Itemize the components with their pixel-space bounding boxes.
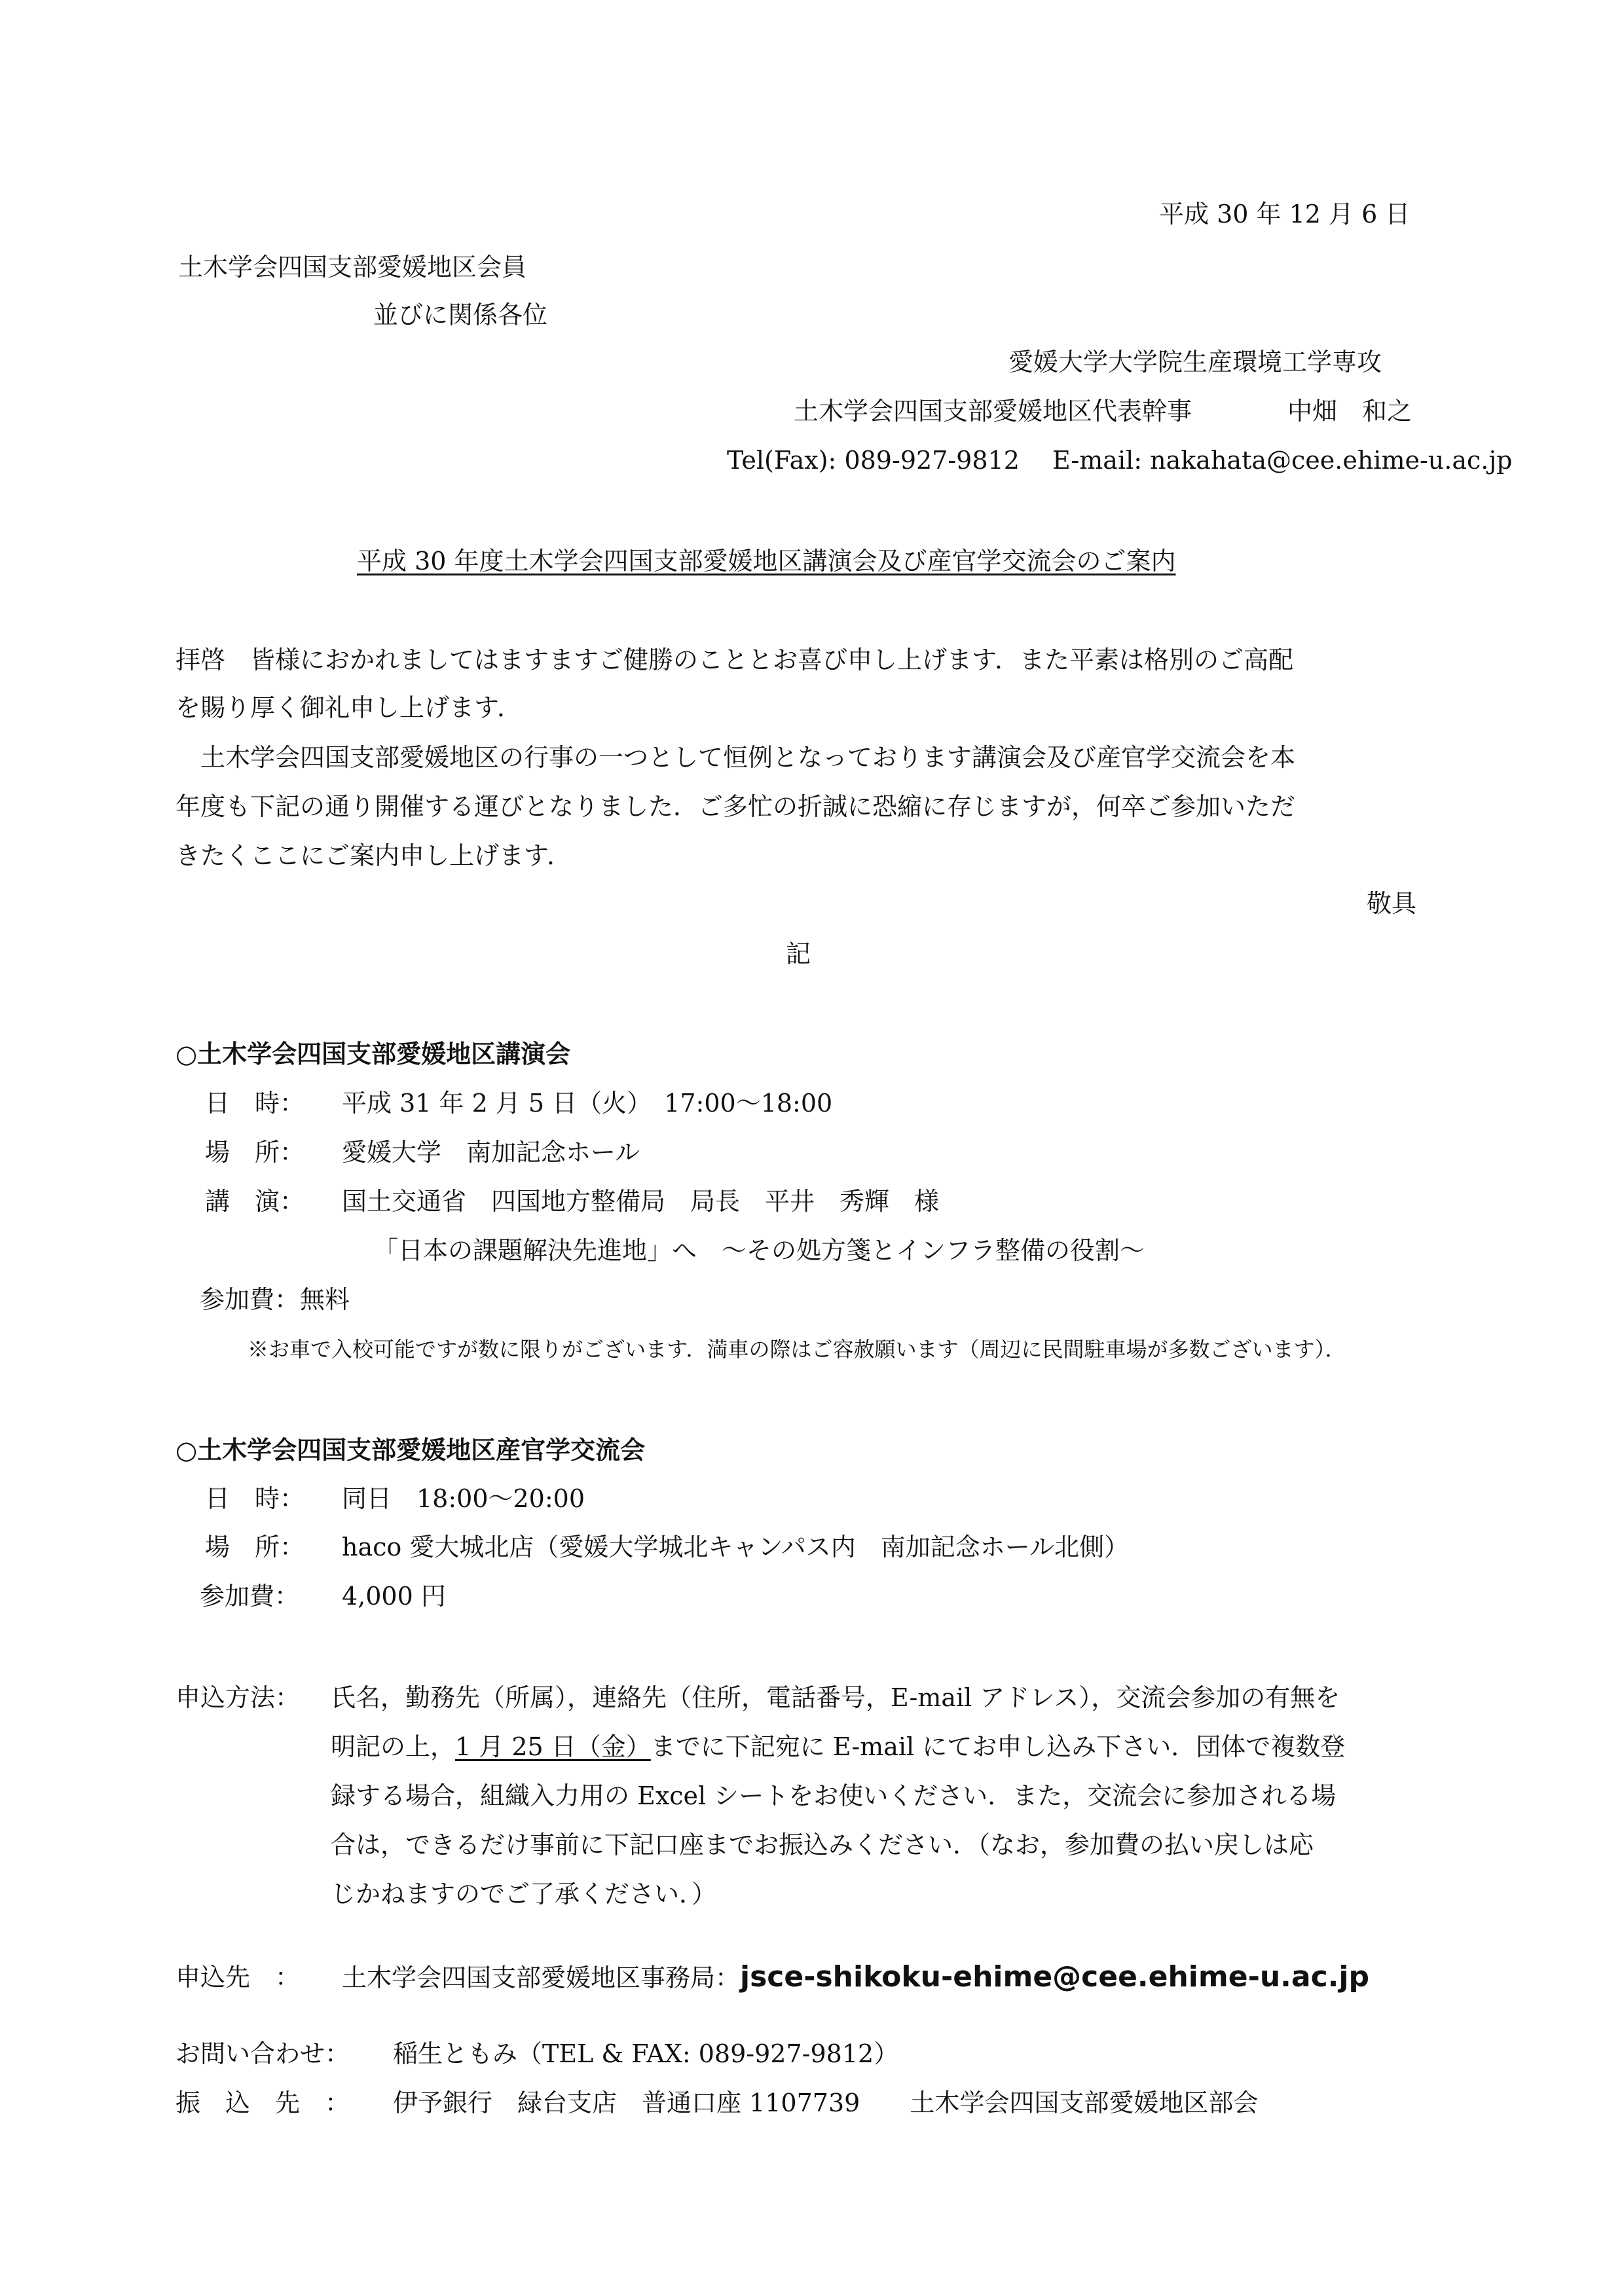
body-paragraph-1-line-2: を賜り厚く御礼申し上げます． (175, 693, 522, 722)
body-paragraph-2-line-1: 土木学会四国支部愛媛地区の行事の一つとして恒例となっております講演会及び産官学交流会を本 (175, 743, 1296, 772)
application-method-label: 申込方法： (175, 1683, 301, 1712)
lecture-place-value: 愛媛大学 南加記念ホール (342, 1138, 640, 1167)
exchange-heading: ○土木学会四国支部愛媛地区産官学交流会 (175, 1436, 646, 1465)
exchange-time-label: 日 時： (205, 1484, 305, 1513)
sender-name: 中畑 和之 (1287, 397, 1412, 426)
transfer-value: 伊予銀行 緑台支店 普通口座 1107739 土木学会四国支部愛媛地区部会 (393, 2088, 1259, 2117)
sender-contact: Tel(Fax): 089-927-9812 E-mail: nakahata@cee.ehime-u.ac.jp (727, 446, 1513, 475)
inquiry-value: 稲生ともみ（TEL & FAX: 089-927-9812） (393, 2039, 899, 2068)
exchange-time-value: 同日 18:00～20:00 (342, 1484, 585, 1513)
application-deadline: 1 月 25 日（金） (455, 1732, 651, 1761)
transfer-label: 振 込 先 ： (175, 2088, 350, 2117)
body-paragraph-2-line-3: きたくここにご案内申し上げます． (175, 841, 572, 870)
application-line-2-pre: 明記の上， (331, 1732, 456, 1761)
exchange-place-label: 場 所： (205, 1533, 305, 1561)
application-method-line-2 (331, 1730, 1345, 1763)
application-destination-email[interactable]: jsce-shikoku-ehime@cee.ehime-u.ac.jp (740, 1960, 1369, 1994)
body-paragraph-2-line-2: 年度も下記の通り開催する運びとなりました．ご多忙の折誠に恐縮に存じますが，何卒ご参加いただ (175, 792, 1296, 821)
application-destination (342, 1961, 1369, 1994)
exchange-place-value: haco 愛大城北店（愛媛大学城北キャンパス内 南加記念ホール北側） (342, 1533, 1129, 1561)
exchange-fee-label: 参加費： (200, 1582, 300, 1611)
application-destination-label: 申込先 ： (175, 1963, 301, 1992)
sender-affiliation: 愛媛大学大学院生産環境工学専攻 (1008, 348, 1382, 376)
document-date: 平成 30 年 12 月 6 日 (1159, 200, 1411, 228)
recipient-line-2: 並びに関係各位 (373, 301, 548, 329)
lecture-fee-label: 参加費： (200, 1285, 300, 1314)
recipient-line-1: 土木学会四国支部愛媛地区会員 (178, 253, 527, 282)
lecture-place-label: 場 所： (205, 1138, 305, 1167)
exchange-fee-value: 4,000 円 (342, 1582, 446, 1611)
lecture-time-label: 日 時： (205, 1089, 305, 1118)
sender-role: 土木学会四国支部愛媛地区代表幹事 (794, 397, 1192, 426)
lecture-fee-value: 無料 (300, 1285, 350, 1314)
application-method-line-1: 氏名，勤務先（所属），連絡先（住所，電話番号，E-mail アドレス），交流会参加の有無を (331, 1683, 1340, 1712)
lecture-heading: ○土木学会四国支部愛媛地区講演会 (175, 1040, 571, 1068)
document-title: 平成 30 年度土木学会四国支部愛媛地区講演会及び産官学交流会のご案内 (357, 547, 1176, 575)
lecture-talk-value: 国土交通省 四国地方整備局 局長 平井 秀輝 様 (342, 1187, 940, 1216)
lecture-time-value: 平成 31 年 2 月 5 日（火） 17:00～18:00 (342, 1089, 833, 1118)
application-line-2-post: までに下記宛に E-mail にてお申し込み下さい．団体で複数登 (650, 1732, 1346, 1761)
application-method-line-3: 録する場合，組織入力用の Excel シートをお使いください．また，交流会に参加される場 (331, 1781, 1337, 1810)
closing-keigu: 敬具 (1367, 889, 1417, 918)
inquiry-label: お問い合わせ： (175, 2039, 350, 2068)
lecture-talk-label: 講 演： (205, 1187, 305, 1216)
application-method-line-5: じかねますのでご了承ください．） (331, 1880, 717, 1908)
application-method-line-4: 合は，できるだけ事前に下記口座までお振込みください．（なお，参加費の払い戻しは応 (331, 1831, 1314, 1859)
lecture-talk-title: 「日本の課題解決先進地」へ ～その処方箋とインフラ整備の役割～ (373, 1236, 1145, 1265)
body-paragraph-1-line-1: 拝啓 皆様におかれましてはますますご健勝のこととお喜び申し上げます．また平素は格別のご高配 (175, 646, 1293, 674)
lecture-parking-note: ※お車で入校可能ですが数に限りがございます．満車の際はご容赦願います（周辺に民間駐車場が多数ございます）． (248, 1337, 1346, 1362)
application-destination-org: 土木学会四国支部愛媛地区事務局： (342, 1963, 741, 1992)
ki-marker: 記 (786, 939, 811, 968)
